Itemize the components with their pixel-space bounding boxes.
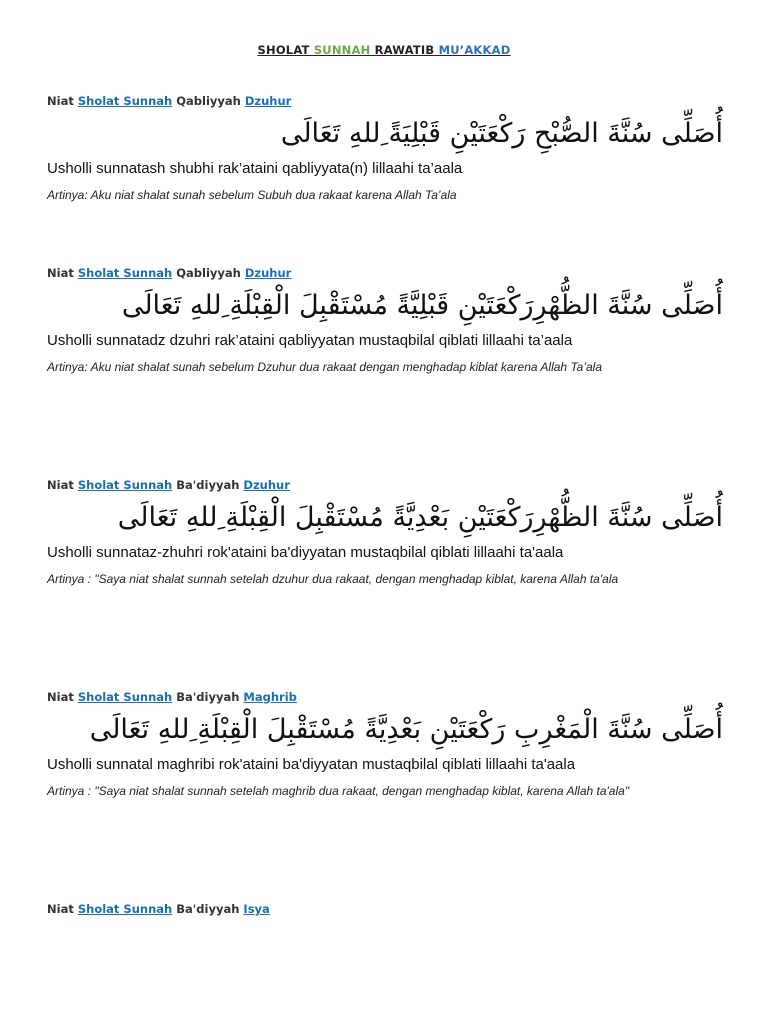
link-prayer-name[interactable]: Dzuhur xyxy=(244,266,292,280)
niat-type: Qabliyyah xyxy=(176,266,241,280)
link-sholat-sunnah[interactable]: Sholat Sunnah xyxy=(77,94,173,108)
niat-type: Qabliyyah xyxy=(176,94,241,108)
translation-text: Artinya : "Saya niat shalat sunnah setelah dzuhur dua rakaat, dengan menghadap kiblat, karena Allah ta'ala xyxy=(47,572,619,586)
link-prayer-name[interactable]: Maghrib xyxy=(243,690,297,704)
translation-text: Artinya: Aku niat shalat sunah sebelum Dzuhur dua rakaat dengan menghadap kiblat karena Allah Ta’ala xyxy=(47,360,603,374)
niat-type: Ba'diyyah xyxy=(176,690,240,704)
arabic-text: أُصَلِّى سُنَّةَ الصُّبْحِ رَكْعَتَيْنِ قَبْلِيَةً ِللهِ تَعَالَى xyxy=(280,118,723,149)
section-badiyyah-maghrib xyxy=(47,689,727,799)
translation-text: Artinya : "Saya niat shalat sunnah setelah maghrib dua rakaat, dengan menghadap kiblat, karena Allah ta'ala" xyxy=(47,784,630,798)
latin-transliteration: Usholli sunnatadz dzuhri rak’ataini qabliyyatan mustaqbilal qiblati lillaahi ta’aala xyxy=(47,332,573,349)
niat-heading xyxy=(47,477,727,493)
link-sholat-sunnah[interactable]: Sholat Sunnah xyxy=(77,902,173,916)
link-sholat-sunnah[interactable]: Sholat Sunnah xyxy=(77,266,173,280)
title-word-muakkad: MU’AKKAD xyxy=(438,43,511,57)
link-sholat-sunnah[interactable]: Sholat Sunnah xyxy=(77,690,173,704)
link-prayer-name[interactable]: Dzuhur xyxy=(243,478,290,492)
latin-transliteration: Usholli sunnatash shubhi rak’ataini qabliyyata(n) lillaahi ta’aala xyxy=(47,160,463,177)
arabic-text: أُصَلِّى سُنَّةَ الظُّهْرِرَكْعَتَيْنِ بَعْدِيَّةً مُسْتَقْبِلَ الْقِبْلَةِ ِللهِ تَعَالَى xyxy=(117,502,723,533)
niat-heading xyxy=(47,265,727,281)
section-qabliyyah-dzuhur xyxy=(47,265,727,375)
latin-transliteration: Usholli sunnataz-zhuhri rok'ataini ba'diyyatan mustaqbilal qiblati lillaahi ta'aala xyxy=(47,544,564,561)
translation-text: Artinya: Aku niat shalat sunah sebelum Subuh dua rakaat karena Allah Ta’ala xyxy=(47,188,457,202)
link-prayer-name[interactable]: Dzuhur xyxy=(244,94,292,108)
latin-transliteration: Usholli sunnatal maghribi rok'ataini ba'diyyatan mustaqbilal qiblati lillaahi ta'aala xyxy=(47,756,576,773)
niat-heading xyxy=(47,901,727,917)
title-word-rawatib: RAWATIB xyxy=(374,43,435,57)
niat-heading xyxy=(47,689,727,705)
title-word-sholat: SHOLAT xyxy=(257,43,310,57)
title-word-sunnah: SUNNAH xyxy=(313,43,371,57)
document-title xyxy=(0,43,768,57)
niat-prefix: Niat xyxy=(47,266,74,280)
section-badiyyah-dzuhur xyxy=(47,477,727,587)
niat-type: Ba'diyyah xyxy=(176,478,240,492)
niat-heading xyxy=(47,93,727,109)
section-qabliyyah-subuh xyxy=(47,93,727,203)
link-sholat-sunnah[interactable]: Sholat Sunnah xyxy=(77,478,173,492)
link-prayer-name[interactable]: Isya xyxy=(243,902,270,916)
niat-prefix: Niat xyxy=(47,478,74,492)
niat-prefix: Niat xyxy=(47,902,74,916)
niat-prefix: Niat xyxy=(47,690,74,704)
section-badiyyah-isya xyxy=(47,901,727,917)
arabic-text: أُصَلِّى سُنَّةَ الظُّهْرِرَكْعَتَيْنِ قَبْلِيَّةً مُسْتَقْبِلَ الْقِبْلَةِ ِللهِ تَعَالَى xyxy=(121,290,723,321)
niat-prefix: Niat xyxy=(47,94,74,108)
arabic-text: أُصَلِّى سُنَّةَ الْمَغْرِبِ رَكْعَتَيْنِ بَعْدِيَّةً مُسْتَقْبِلَ الْقِبْلَةِ ِللهِ تَعَالَى xyxy=(89,714,723,745)
niat-type: Ba'diyyah xyxy=(176,902,240,916)
